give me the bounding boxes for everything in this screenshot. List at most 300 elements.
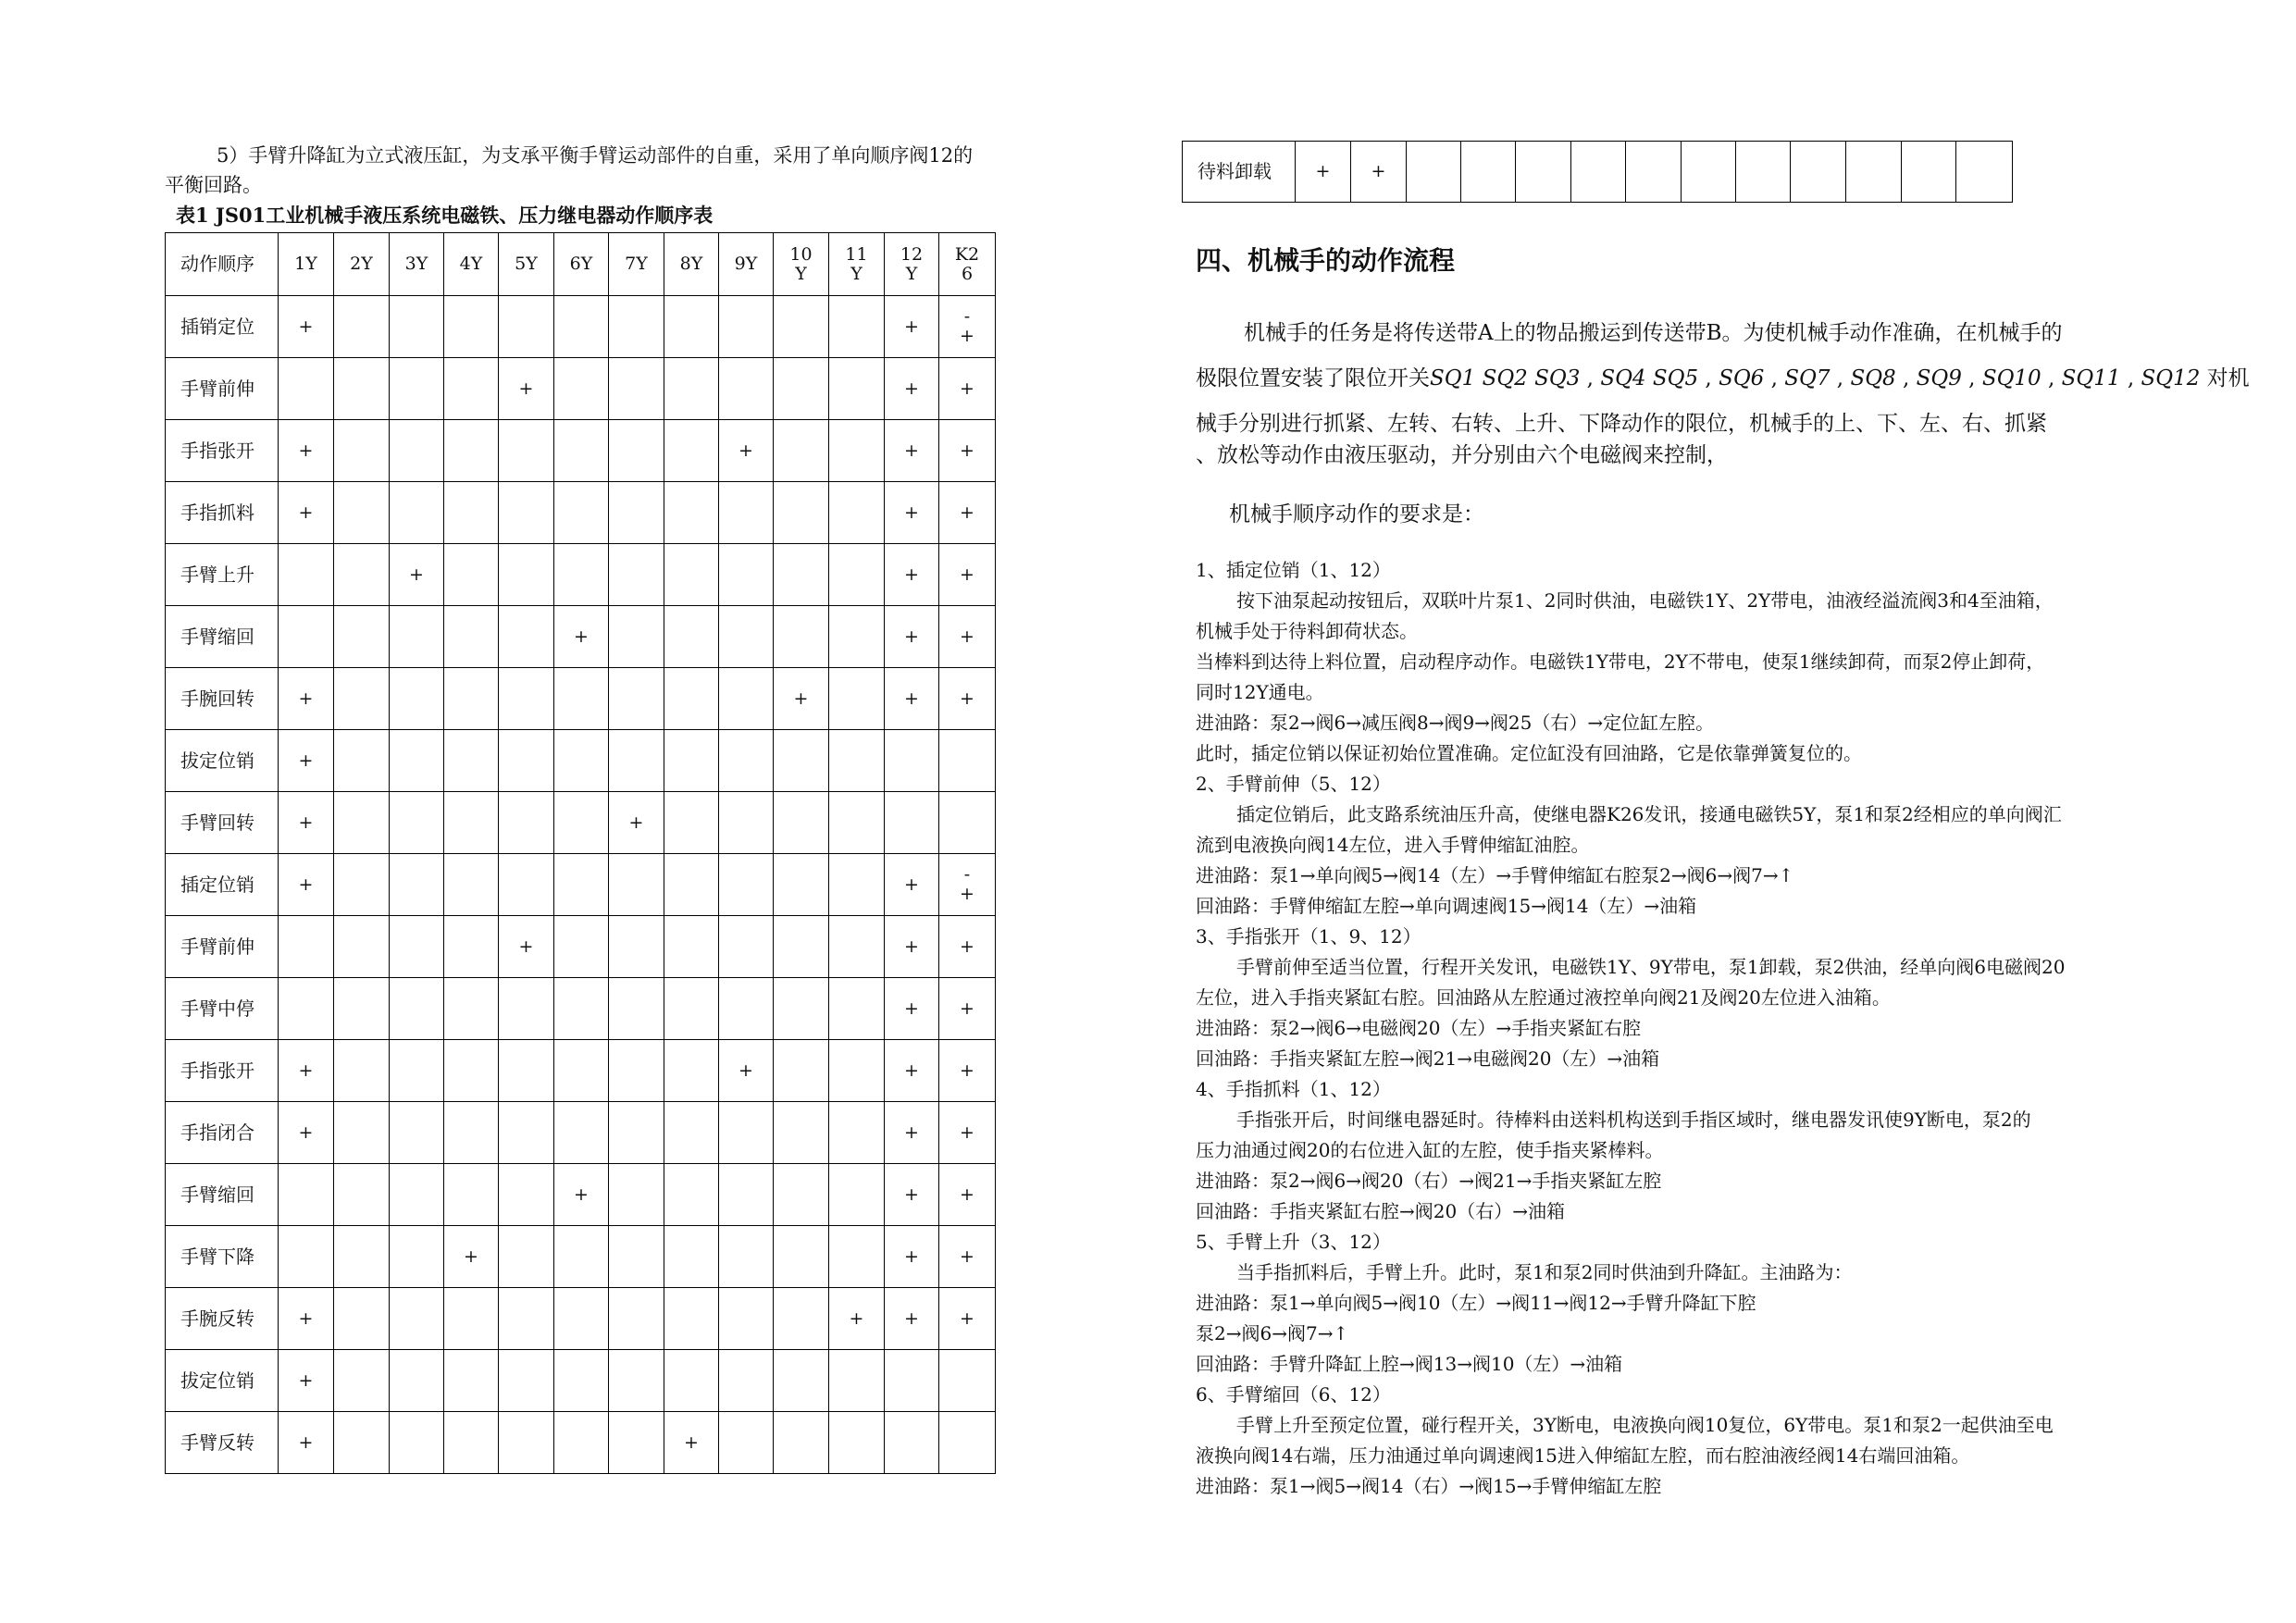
table-cell xyxy=(664,482,719,544)
table-cell xyxy=(774,1412,829,1474)
table-cell xyxy=(554,482,609,544)
table-header-row xyxy=(166,233,996,296)
flow-line: 进油路：泵2→阀6→阀20（右）→阀21→手指夹紧缸左腔 xyxy=(1196,1170,1662,1192)
table-cell xyxy=(939,730,996,792)
table-row xyxy=(1183,142,2013,203)
table-cell xyxy=(554,854,609,916)
table-cell xyxy=(774,296,829,358)
table-cell: + xyxy=(279,420,334,482)
table-cell xyxy=(444,482,499,544)
table-cell xyxy=(664,1164,719,1226)
table-cell xyxy=(334,606,390,668)
table-cell: + xyxy=(885,1288,939,1350)
table-cell xyxy=(774,1164,829,1226)
table-cell xyxy=(444,358,499,420)
p1-line-3: 械手分别进行抓紧、左转、右转、上升、下降动作的限位，机械手的上、下、左、右、抓紧 xyxy=(1196,412,2047,436)
table-cell xyxy=(664,978,719,1040)
flow-line: 手臂上升至预定位置，碰行程开关，3Y断电，电液换向阀10复位，6Y带电。泵1和泵2一起供油至电 xyxy=(1236,1414,2054,1436)
table-cell xyxy=(609,482,664,544)
table-cell xyxy=(554,668,609,730)
action-sequence-table xyxy=(165,232,996,1474)
table-cell xyxy=(609,916,664,978)
table-cell xyxy=(554,978,609,1040)
table-cell xyxy=(390,420,444,482)
flow-line: 3、手指张开（1、9、12） xyxy=(1196,925,1421,948)
table-cell xyxy=(334,1412,390,1474)
header-6y: 6Y xyxy=(554,233,609,296)
table-cell xyxy=(829,1412,885,1474)
table-cell xyxy=(334,792,390,854)
table-cell: + xyxy=(885,668,939,730)
table-cell xyxy=(609,730,664,792)
table-cell: + xyxy=(885,854,939,916)
table-cell xyxy=(939,1350,996,1412)
table-cell: + xyxy=(279,730,334,792)
table-cell: + xyxy=(939,420,996,482)
row-label: 手臂下降 xyxy=(166,1226,279,1288)
table-cell xyxy=(719,544,774,606)
row-label: 插定位销 xyxy=(166,854,279,916)
table-cell xyxy=(829,1226,885,1288)
row-label: 手臂前伸 xyxy=(166,916,279,978)
table-cell xyxy=(499,1102,554,1164)
table-cell xyxy=(554,1350,609,1412)
table-cell: + xyxy=(885,544,939,606)
row-label: 手臂前伸 xyxy=(166,358,279,420)
table-cell xyxy=(664,544,719,606)
table-cell xyxy=(609,296,664,358)
flow-line: 当棒料到达待上料位置，启动程序动作。电磁铁1Y带电，2Y不带电，使泵1继续卸荷，而泵2停止卸荷， xyxy=(1196,650,2045,673)
table-cell xyxy=(334,1040,390,1102)
table-cell xyxy=(609,1164,664,1226)
table-cell: + xyxy=(885,482,939,544)
table-cell xyxy=(279,1226,334,1288)
table-cell xyxy=(609,358,664,420)
table-cell xyxy=(609,1350,664,1412)
header-11y: 11 Y xyxy=(829,233,885,296)
table-cell: + xyxy=(554,1164,609,1226)
table-cell: + xyxy=(1351,142,1407,203)
table-cell xyxy=(444,1040,499,1102)
table-cell: + xyxy=(939,1288,996,1350)
table-cell xyxy=(444,668,499,730)
header-3y: 3Y xyxy=(390,233,444,296)
table-cell xyxy=(1407,142,1461,203)
table-cell xyxy=(499,1412,554,1474)
table-cell xyxy=(774,730,829,792)
table-cell xyxy=(664,296,719,358)
table-cell xyxy=(279,358,334,420)
table-cell xyxy=(829,730,885,792)
flow-line: 回油路：手臂升降缸上腔→阀13→阀10（左）→油箱 xyxy=(1196,1353,1623,1375)
table-cell: + xyxy=(444,1226,499,1288)
table-cell: + xyxy=(390,544,444,606)
table-cell: - + xyxy=(939,854,996,916)
table-cell xyxy=(719,1102,774,1164)
table-cell xyxy=(609,978,664,1040)
table-cell xyxy=(390,482,444,544)
table-cell: + xyxy=(885,1164,939,1226)
row-label: 待料卸载 xyxy=(1183,142,1296,203)
table-cell: + xyxy=(279,1288,334,1350)
table-cell xyxy=(444,420,499,482)
table-cell xyxy=(279,916,334,978)
limit-switch-label: SQ12 xyxy=(2141,366,2201,390)
p1-line-4: 、放松等动作由液压驱动，并分别由六个电磁阀来控制， xyxy=(1196,443,1728,467)
table-cell xyxy=(774,854,829,916)
table-cell xyxy=(554,1412,609,1474)
header-2y: 2Y xyxy=(334,233,390,296)
table-cell xyxy=(664,1226,719,1288)
flow-line: 左位，进入手指夹紧缸右腔。回油路从左腔通过液控单向阀21及阀20左位进入油箱。 xyxy=(1196,986,1891,1009)
header-12y: 12 Y xyxy=(885,233,939,296)
table-cell xyxy=(390,854,444,916)
table-cell: + xyxy=(279,296,334,358)
row-label: 拔定位销 xyxy=(166,1350,279,1412)
row-label: 手臂上升 xyxy=(166,544,279,606)
table-cell xyxy=(390,1350,444,1412)
table-cell: + xyxy=(939,1040,996,1102)
table-title: 表1 JS01工业机械手液压系统电磁铁、压力继电器动作顺序表 xyxy=(176,204,714,227)
intro-line-2: 平衡回路。 xyxy=(165,174,262,196)
table-cell xyxy=(829,420,885,482)
table-cell xyxy=(885,1412,939,1474)
table-row xyxy=(166,730,996,792)
table-cell xyxy=(444,1164,499,1226)
table-cell xyxy=(334,854,390,916)
flow-line: 回油路：手指夹紧缸右腔→阀20（右）→油箱 xyxy=(1196,1200,1565,1222)
table-cell: + xyxy=(885,978,939,1040)
row-label: 手指张开 xyxy=(166,1040,279,1102)
table-cell xyxy=(774,792,829,854)
table-cell xyxy=(444,296,499,358)
table-cell: + xyxy=(939,1102,996,1164)
flow-line: 当手指抓料后，手臂上升。此时，泵1和泵2同时供油到升降缸。主油路为： xyxy=(1236,1261,1853,1283)
table-cell xyxy=(554,358,609,420)
limit-switch-label: SQ7 xyxy=(1784,366,1831,390)
limit-switch-label: SQ11 xyxy=(2061,366,2121,390)
table-row xyxy=(166,606,996,668)
table-cell: + xyxy=(885,916,939,978)
table-cell xyxy=(390,1102,444,1164)
table-row xyxy=(166,1040,996,1102)
table-cell xyxy=(664,420,719,482)
table-cell xyxy=(719,482,774,544)
table-cell: + xyxy=(499,358,554,420)
table-cell xyxy=(829,1040,885,1102)
table-cell xyxy=(334,482,390,544)
table-row xyxy=(166,1350,996,1412)
table-cell xyxy=(279,544,334,606)
table-cell xyxy=(609,1226,664,1288)
table-cell xyxy=(390,1164,444,1226)
table-row xyxy=(166,1102,996,1164)
table-cell xyxy=(334,668,390,730)
row-label: 插销定位 xyxy=(166,296,279,358)
flow-line: 插定位销后，此支路系统油压升高，使继电器K26发讯，接通电磁铁5Y，泵1和泵2经相应的单向阀汇 xyxy=(1236,803,2062,825)
table-cell xyxy=(1682,142,1736,203)
flow-line: 机械手处于待料卸荷状态。 xyxy=(1196,620,1418,642)
table-cell xyxy=(554,730,609,792)
table-cell xyxy=(719,296,774,358)
table-row xyxy=(166,482,996,544)
limit-switch-label: SQ10 xyxy=(1981,366,2042,390)
table-cell xyxy=(334,1288,390,1350)
table-row xyxy=(166,1412,996,1474)
limit-switch-label: SQ5 xyxy=(1652,366,1699,390)
table-cell xyxy=(390,916,444,978)
table-cell xyxy=(334,1226,390,1288)
p1-line-2 xyxy=(1196,356,2250,402)
table-cell xyxy=(1736,142,1791,203)
table-cell: + xyxy=(885,420,939,482)
table-cell: + xyxy=(719,1040,774,1102)
table-cell xyxy=(1846,142,1902,203)
table-cell xyxy=(390,358,444,420)
table-row xyxy=(166,544,996,606)
table-cell: + xyxy=(279,1350,334,1412)
table-cell: + xyxy=(885,358,939,420)
table-cell xyxy=(774,916,829,978)
table-cell xyxy=(554,916,609,978)
table-cell xyxy=(829,1164,885,1226)
table-cell xyxy=(774,1288,829,1350)
table-cell xyxy=(664,1288,719,1350)
header-5y: 5Y xyxy=(499,233,554,296)
section-title: 四、机械手的动作流程 xyxy=(1196,245,1456,276)
limit-switch-label: SQ3 xyxy=(1534,366,1581,390)
flow-line: 压力油通过阀20的右位进入缸的左腔，使手指夹紧棒料。 xyxy=(1196,1139,1664,1161)
table-cell xyxy=(499,544,554,606)
row-label: 拔定位销 xyxy=(166,730,279,792)
table-cell: + xyxy=(609,792,664,854)
table-cell xyxy=(554,296,609,358)
row-label: 手指闭合 xyxy=(166,1102,279,1164)
flow-line: 回油路：手指夹紧缸左腔→阀21→电磁阀20（左）→油箱 xyxy=(1196,1047,1660,1070)
table-row xyxy=(166,358,996,420)
table-cell xyxy=(1571,142,1626,203)
table-cell: + xyxy=(774,668,829,730)
table-cell xyxy=(499,792,554,854)
table-cell xyxy=(609,668,664,730)
table-cell xyxy=(774,358,829,420)
table-cell xyxy=(390,978,444,1040)
flow-line: 手臂前伸至适当位置，行程开关发讯，电磁铁1Y、9Y带电，泵1卸载，泵2供油，经单向阀6电磁阀20 xyxy=(1236,956,2066,978)
table-cell xyxy=(499,420,554,482)
table-cell xyxy=(444,792,499,854)
p1-line-1: 机械手的任务是将传送带A上的物品搬运到传送带B。为使机械手动作准确，在机械手的 xyxy=(1244,321,2063,345)
table-cell xyxy=(829,668,885,730)
table-cell: + xyxy=(279,792,334,854)
table-cell xyxy=(334,1164,390,1226)
table-cell xyxy=(499,606,554,668)
table-cell xyxy=(554,1102,609,1164)
table-cell xyxy=(829,358,885,420)
table-cell: + xyxy=(939,1164,996,1226)
table-cell xyxy=(554,1288,609,1350)
flow-line: 泵2→阀6→阀7→↑ xyxy=(1196,1322,1349,1344)
table-row xyxy=(166,1288,996,1350)
table-cell xyxy=(829,482,885,544)
table-row xyxy=(166,1164,996,1226)
flow-line: 同时12Y通电。 xyxy=(1196,681,1324,703)
table-cell xyxy=(390,792,444,854)
limit-switch-label: SQ6 xyxy=(1719,366,1765,390)
table-row xyxy=(166,1226,996,1288)
table-cell xyxy=(279,606,334,668)
table-row xyxy=(166,854,996,916)
table-cell xyxy=(609,1040,664,1102)
table-cell xyxy=(499,978,554,1040)
table-cell xyxy=(334,358,390,420)
table-cell: + xyxy=(885,1102,939,1164)
flow-line: 此时，插定位销以保证初始位置准确。定位缸没有回油路，它是依靠弹簧复位的。 xyxy=(1196,742,1862,764)
table-cell xyxy=(499,1226,554,1288)
table-cell xyxy=(390,1288,444,1350)
table-cell xyxy=(774,1350,829,1412)
table-cell xyxy=(719,606,774,668)
table-cell: + xyxy=(499,916,554,978)
table-cell: + xyxy=(554,606,609,668)
table-cell xyxy=(334,1350,390,1412)
table-cell: + xyxy=(885,1226,939,1288)
table-cell xyxy=(390,1226,444,1288)
table-cell xyxy=(390,730,444,792)
flow-line: 6、手臂缩回（6、12） xyxy=(1196,1383,1391,1406)
table-cell xyxy=(719,358,774,420)
table-cell xyxy=(444,854,499,916)
table-cell xyxy=(664,916,719,978)
limit-switch-label: SQ2 xyxy=(1482,366,1528,390)
table-cell xyxy=(829,978,885,1040)
limit-switch-label: SQ9 xyxy=(1916,366,1962,390)
table-row xyxy=(166,916,996,978)
table-cell xyxy=(1626,142,1682,203)
table-cell xyxy=(719,978,774,1040)
limit-switch-list: SQ1 SQ2 SQ3 , SQ4 SQ5 , SQ6 , SQ7 , SQ8 , SQ9 , SQ10 , SQ11 , SQ12 xyxy=(1430,366,2201,390)
table-cell xyxy=(664,668,719,730)
table-cell xyxy=(885,1350,939,1412)
table-cell xyxy=(664,606,719,668)
table-cell xyxy=(829,1102,885,1164)
table-cell xyxy=(1461,142,1516,203)
table-cell xyxy=(719,668,774,730)
flow-line: 手指张开后，时间继电器延时。待棒料由送料机构送到手指区域时，继电器发讯使9Y断电，泵2的 xyxy=(1236,1109,2031,1131)
table-cell xyxy=(334,978,390,1040)
table-cell: + xyxy=(279,1040,334,1102)
table-cell xyxy=(390,668,444,730)
table-cell xyxy=(609,1412,664,1474)
flow-line: 进油路：泵2→阀6→减压阀8→阀9→阀25（右）→定位缸左腔。 xyxy=(1196,712,1715,734)
table-cell xyxy=(719,792,774,854)
table-cell xyxy=(664,1350,719,1412)
table-cell xyxy=(499,1164,554,1226)
table-cell xyxy=(829,296,885,358)
header-1y: 1Y xyxy=(279,233,334,296)
table-cell xyxy=(1956,142,2013,203)
row-label: 手臂中停 xyxy=(166,978,279,1040)
table-cell: + xyxy=(279,482,334,544)
header-k26: K2 6 xyxy=(939,233,996,296)
table-cell: + xyxy=(1296,142,1351,203)
table-cell xyxy=(609,420,664,482)
table-cell xyxy=(774,978,829,1040)
table-cell xyxy=(554,792,609,854)
table-row xyxy=(166,296,996,358)
table-cell xyxy=(554,1040,609,1102)
table-cell xyxy=(774,420,829,482)
table-cell xyxy=(390,296,444,358)
table-cell xyxy=(444,544,499,606)
table-cell xyxy=(444,1412,499,1474)
table-cell xyxy=(719,1164,774,1226)
table-row xyxy=(166,668,996,730)
table-cell: + xyxy=(885,606,939,668)
limit-switch-label: SQ8 xyxy=(1850,366,1896,390)
table-cell: + xyxy=(939,978,996,1040)
table-cell xyxy=(829,1350,885,1412)
row-label: 手腕反转 xyxy=(166,1288,279,1350)
table-cell xyxy=(444,978,499,1040)
row-label: 手臂缩回 xyxy=(166,606,279,668)
row-label: 手臂回转 xyxy=(166,792,279,854)
table-row xyxy=(166,420,996,482)
table-cell: + xyxy=(664,1412,719,1474)
header-8y: 8Y xyxy=(664,233,719,296)
table-cell xyxy=(719,916,774,978)
table-cell: + xyxy=(279,668,334,730)
table-cell xyxy=(444,606,499,668)
table-cell xyxy=(609,1102,664,1164)
table-cell xyxy=(774,1040,829,1102)
table-cell: + xyxy=(885,1040,939,1102)
table-cell xyxy=(390,1040,444,1102)
table-cell xyxy=(609,606,664,668)
table-cell xyxy=(774,482,829,544)
table-cell xyxy=(334,916,390,978)
table-cell xyxy=(334,730,390,792)
table-cell xyxy=(664,792,719,854)
table-cell xyxy=(609,854,664,916)
row-label: 手臂反转 xyxy=(166,1412,279,1474)
table-cell xyxy=(390,1412,444,1474)
p1-line-2-post: 对机 xyxy=(2206,366,2250,390)
p1-line-2-pre: 极限位置安装了限位开关 xyxy=(1196,366,1430,390)
limit-switch-label: SQ4 xyxy=(1600,366,1646,390)
header-7y: 7Y xyxy=(609,233,664,296)
table-cell xyxy=(719,730,774,792)
table-cell xyxy=(499,668,554,730)
table-cell xyxy=(664,1040,719,1102)
table-cell xyxy=(499,1040,554,1102)
table-cell xyxy=(939,792,996,854)
table-cell xyxy=(444,916,499,978)
table-cell xyxy=(1516,142,1571,203)
table-cell: + xyxy=(279,854,334,916)
table-cell: + xyxy=(939,668,996,730)
table-cell xyxy=(829,792,885,854)
table-cell: + xyxy=(939,1226,996,1288)
row-label: 手臂缩回 xyxy=(166,1164,279,1226)
table-cell xyxy=(885,792,939,854)
table-cell xyxy=(609,544,664,606)
table-cell: + xyxy=(939,544,996,606)
table-cell xyxy=(829,916,885,978)
table-cell xyxy=(719,1350,774,1412)
flow-line: 进油路：泵2→阀6→电磁阀20（左）→手指夹紧缸右腔 xyxy=(1196,1017,1642,1039)
table-cell xyxy=(444,1288,499,1350)
flow-line: 进油路：泵1→阀5→阀14（右）→阀15→手臂伸缩缸左腔 xyxy=(1196,1475,1662,1497)
